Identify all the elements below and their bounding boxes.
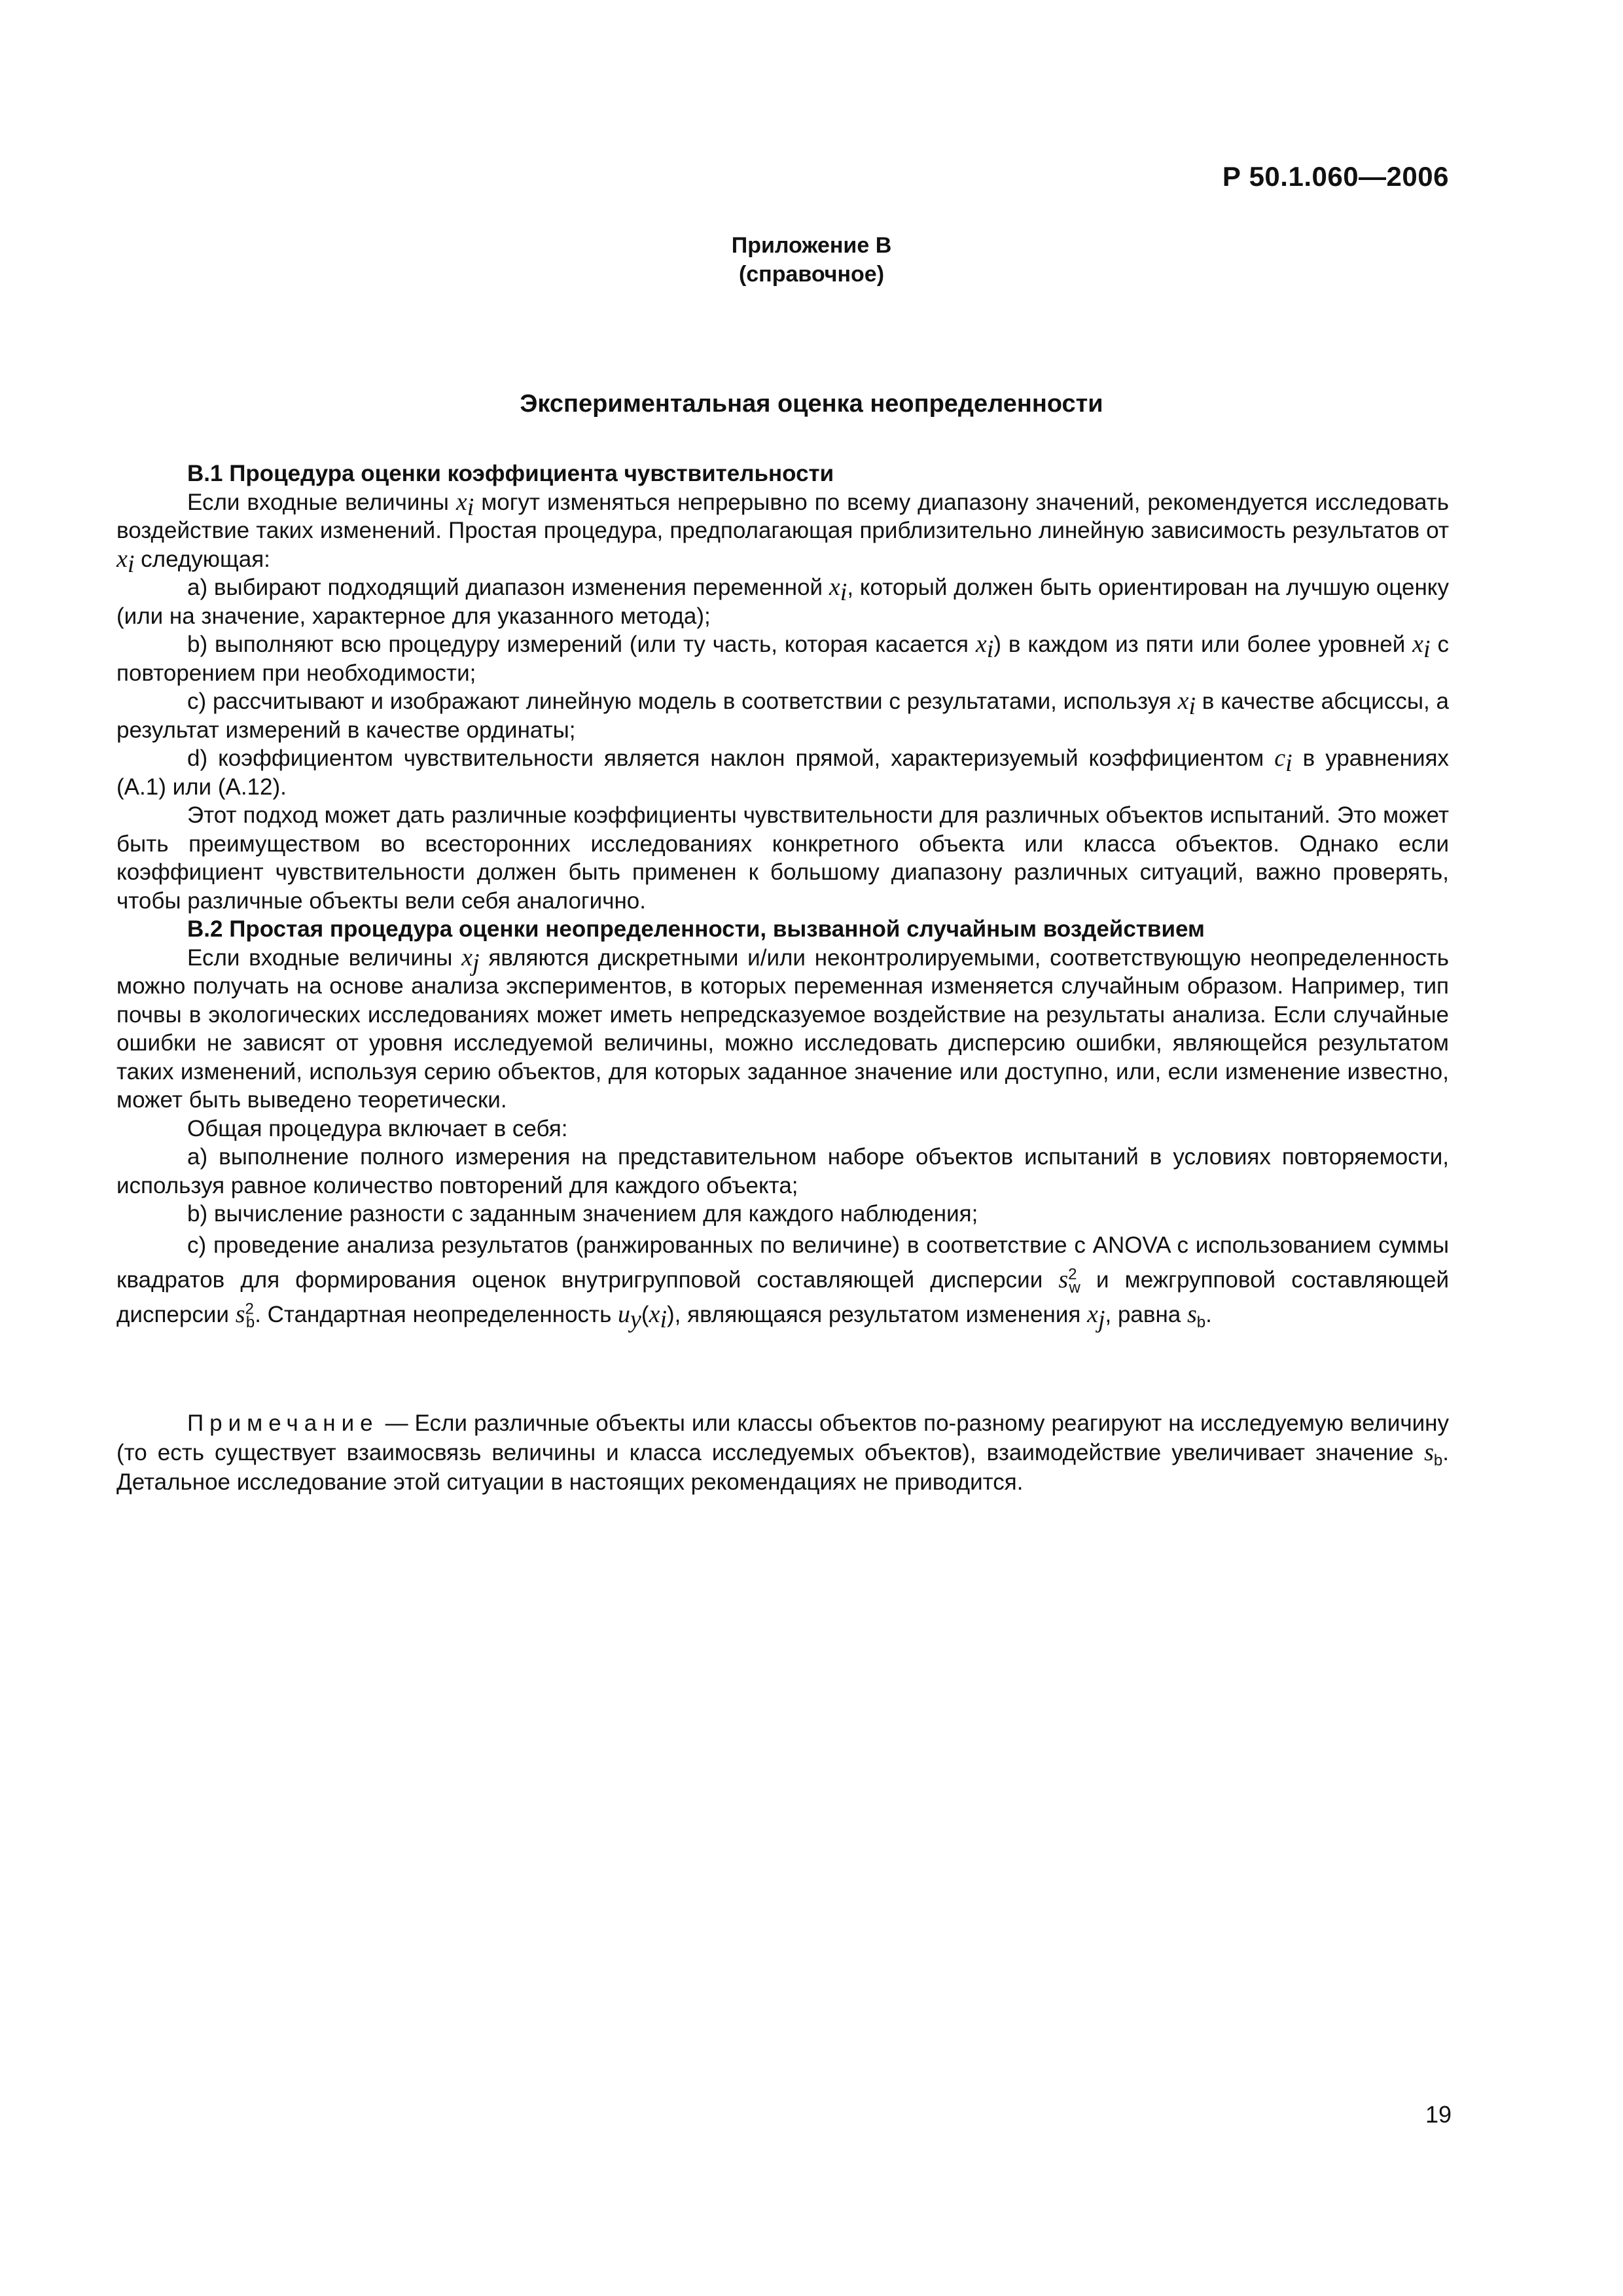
section-b2-heading: В.2 Простая процедура оценки неопределенности, вызванной случайным воздействием bbox=[187, 916, 1205, 942]
section-b1-paragraph-1: Если входные величины $x_i$ могут изменяться непрерывно по всему диапазону значений, рекомендуется исследовать воздействие таких изменений. Простая процедура, предполагающая приблизительно линейную зависимость результатов от $x_i$ следующая: bbox=[116, 488, 1449, 578]
section-b1 bbox=[116, 459, 1449, 1332]
appendix-type: (справочное) bbox=[738, 262, 885, 287]
appendix-title: Экспериментальная оценка неопределенности bbox=[520, 390, 1103, 418]
list-item-b: b) выполняют всю процедуру измерений (или ту часть, которая касается $x_i$) в каждом из пяти или более уровней $x_i$ с повторением при необходимости; bbox=[116, 630, 1449, 686]
list-item-c: с) рассчитывают и изображают линейную модель в соответствии с результатами, используя $x_i$ в качестве абсциссы, а результат измерений в качестве ординаты; bbox=[116, 687, 1450, 743]
section-b2-paragraph-1: Если входные величины $x_j$ являются дискретными и/или неконтролируемыми, соответствующую неопределенность можно получать на основе анализа экспериментов, в которых переменная изменяется случайным образом. Например, тип почвы в экологических исследованиях может иметь непредсказуемое воздействие на результаты анализа. Если случайные ошибки не зависят от уровня исследуемой величины, можно исследовать дисперсию ошибки, являющейся результатом таких изменений, используя серию объектов, для которых заданное значение или доступно, или, если изменение известно, может быть выведено теоретически. bbox=[116, 943, 1449, 1113]
list-item-d: d) коэффициентом чувствительности является наклон прямой, характеризуемый коэффициентом $c_i$ в уравнениях (А.1) или (А.12). bbox=[116, 744, 1449, 800]
standard-number: Р 50.1.060—2006 bbox=[1222, 161, 1449, 192]
page-number: 19 bbox=[1425, 2101, 1452, 2128]
section-b2-paragraph-2: Общая процедура включает в себя: bbox=[187, 1115, 568, 1141]
note: Примечание — Если различные объекты или классы объектов по-разному реагируют на исследуемую величину (то есть существует взаимосвязь величины и класса исследуемых объектов), взаимодействие увеличивает значение $s_b$. Детальное исследование этой ситуации в настоящих рекомендациях не приводится. bbox=[116, 1410, 1449, 1495]
list-item-b: b) вычисление разности с заданным значением для каждого наблюдения; bbox=[187, 1201, 978, 1227]
list-item-a: а) выбирают подходящий диапазон изменения переменной $x_i$, который должен быть ориентирован на лучшую оценку (или на значение, характерное для указанного метода); bbox=[116, 573, 1449, 629]
list-item-a: а) выполнение полного измерения на представительном наборе объектов испытаний в условиях повторяемости, используя равное количество повторений для каждого объекта; bbox=[116, 1144, 1449, 1198]
appendix-label: Приложение В bbox=[731, 233, 892, 258]
section-b1-paragraph-2: Этот подход может дать различные коэффициенты чувствительности для различных объектов испытаний. Это может быть преимуществом во всесторонних исследованиях конкретного объекта или класса объектов. Однако если коэффициент чувствительности должен быть применен к большому диапазону различных ситуаций, важно проверять, чтобы различные объекты вели себя аналогично. bbox=[116, 802, 1449, 914]
note-label: Примечание bbox=[187, 1410, 379, 1436]
list-item-c: с) проведение анализа результатов (ранжированных по величине) в соответствие с ANOVA с использованием суммы квадратов для формирования оценок внутригрупповой составляющей дисперсии $s^2_w$ и межгрупповой составляющей дисперсии $s^2_b$. Стандартная неопределенность $u_y(x_i)$, являющаяся результатом изменения $x_j$, равна $s_b$. bbox=[116, 1232, 1449, 1333]
section-b1-heading: В.1 Процедура оценки коэффициента чувствительности bbox=[187, 461, 834, 486]
